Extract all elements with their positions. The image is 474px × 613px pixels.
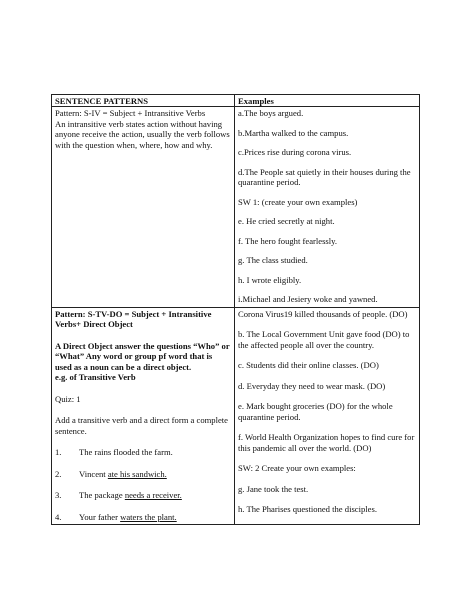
- header-sentence-patterns: SENTENCE PATTERNS: [52, 95, 235, 107]
- quiz-item-text: Your father: [79, 511, 121, 522]
- example-item: d.The People sat quietly in their houses during the quarantine period.: [238, 166, 411, 187]
- example-item: g. Jane took the test.: [238, 483, 309, 494]
- examples-stvdo-cell: [235, 307, 420, 525]
- quiz-item: [55, 447, 231, 458]
- example-item: g. The class studied.: [238, 255, 308, 265]
- quiz-item-answer: ate his sandwich.: [107, 468, 167, 479]
- example-item: i.Michael and Jesiery woke and yawned.: [238, 294, 378, 304]
- example-item: h. The Pharises questioned the disciples.: [238, 504, 377, 514]
- pattern-siv-description: An intransitive verb states action without having anyone receive the action, usually the verb follows with the question when, where, how and why.: [55, 118, 230, 150]
- example-item: a.The boys argued.: [238, 108, 304, 118]
- table-header-row: [52, 95, 420, 107]
- example-item: SW 1: (create your own examples): [238, 196, 358, 207]
- quiz-item-number: 2.: [55, 468, 62, 479]
- example-item: h. I wrote eligibly.: [238, 274, 302, 285]
- transitive-example-label: e.g. of Transitive Verb: [55, 372, 136, 382]
- quiz-item-text: Vincent: [79, 468, 108, 479]
- pattern-siv-title: Pattern: S-IV = Subject + Intransitive Verbs: [55, 108, 206, 118]
- header-examples: Examples: [235, 95, 420, 107]
- example-item: b.Martha walked to the campus.: [238, 127, 349, 138]
- example-item: Corona Virus19 killed thousands of people. (DO): [238, 308, 408, 319]
- quiz-item-text: The rains flooded the farm.: [79, 447, 173, 457]
- pattern-siv-cell: [52, 107, 235, 308]
- quiz-instruction: Add a transitive verb and a direct form a complete sentence.: [55, 415, 228, 436]
- quiz-item: [55, 490, 231, 501]
- example-item: e. He cried secretly at night.: [238, 216, 335, 226]
- quiz-item-text: The package: [79, 490, 125, 500]
- quiz-item: [55, 512, 231, 523]
- example-item: f. The hero fought fearlessly.: [238, 235, 338, 246]
- quiz-item-number: 3.: [55, 490, 62, 500]
- quiz-item-answer: needs a receiver.: [124, 490, 182, 500]
- examples-siv-cell: [235, 107, 420, 308]
- quiz-item-number: 4.: [55, 511, 62, 522]
- example-item: b. The Local Government Unit gave food (DO) to the affected people all over the country.: [238, 329, 410, 350]
- quiz-title: Quiz: 1: [55, 393, 81, 404]
- example-item: f. World Health Organization hopes to find cure for this pandemic all over the world. (DO): [238, 432, 415, 453]
- example-item: d. Everyday they need to wear mask. (DO): [238, 380, 386, 391]
- quiz-item: [55, 469, 231, 480]
- table-row: [52, 107, 420, 308]
- example-item: SW: 2 Create your own examples:: [238, 463, 356, 473]
- example-item: e. Mark bought groceries (DO) for the whole quarantine period.: [238, 401, 393, 422]
- direct-object-description: A Direct Object answer the questions “Who” or “What” Any word or group pf word that is used as a noun can be a direct object.: [55, 340, 230, 372]
- sentence-patterns-table: [51, 94, 420, 525]
- quiz-item-answer: waters the plant.: [120, 511, 177, 522]
- example-item: c. Students did their online classes. (DO): [238, 360, 379, 370]
- pattern-stvdo-title: Pattern: S-TV-DO = Subject + Intransitive Verbs+ Direct Object: [55, 308, 212, 329]
- pattern-stvdo-cell: [52, 307, 235, 525]
- quiz-item-number: 1.: [55, 447, 62, 457]
- example-item: c.Prices rise during corona virus.: [238, 147, 352, 157]
- table-row: [52, 307, 420, 525]
